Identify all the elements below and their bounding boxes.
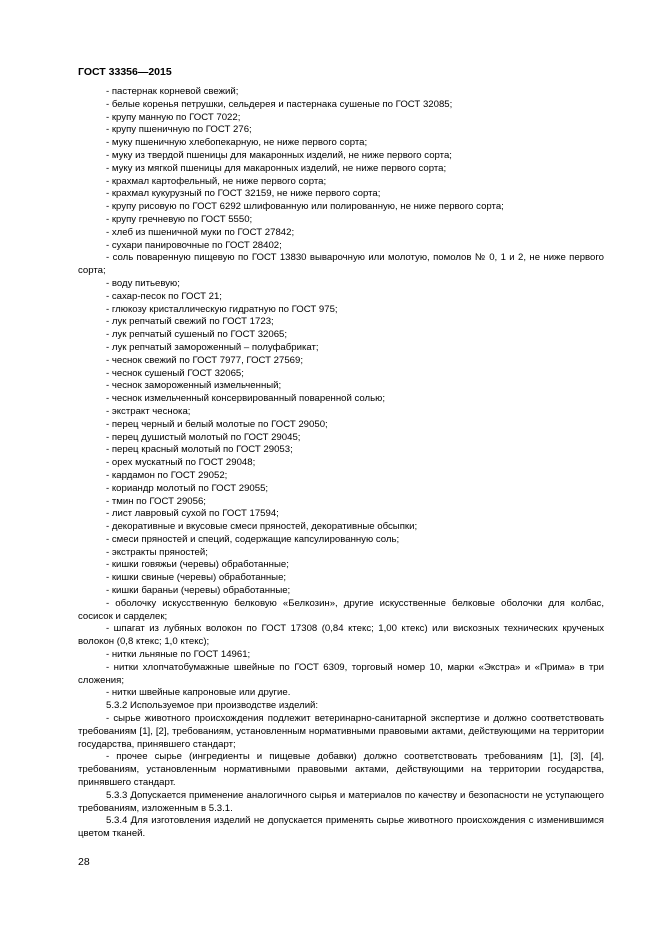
- list-item: - чеснок свежий по ГОСТ 7977, ГОСТ 27569;: [106, 354, 304, 366]
- list-item: - лист лавровый сухой по ГОСТ 17594;: [106, 508, 279, 520]
- list-item: - экстракт чеснока;: [106, 405, 191, 417]
- list-item: - тмин по ГОСТ 29056;: [106, 495, 206, 507]
- list-item: - крахмал кукурузный по ГОСТ 32159, не ниже первого сорта;: [106, 188, 381, 200]
- paragraph: - сырье животного происхождения подлежит ветеринарно-санитарной экспертизе и должно соответствовать требованиям [1], [2], требованиям, установленным нормативными правовыми актами, действующими на территории государства, принявшего стандарт;: [78, 713, 604, 750]
- list-item: - перец красный молотый по ГОСТ 29053;: [106, 444, 293, 456]
- list-item: - крупу манную по ГОСТ 7022;: [106, 111, 241, 123]
- list-item: - соль поваренную пищевую по ГОСТ 13830 выварочную или молотую, помолов № 0, 1 и 2, не ниже первого сорта;: [78, 252, 604, 277]
- document-header: ГОСТ 33356—2015: [78, 66, 172, 78]
- list-item: - пастернак корневой свежий;: [106, 86, 239, 97]
- list-item: - кишки свиные (черевы) обработанные;: [106, 572, 287, 584]
- list-item: - перец душистый молотый по ГОСТ 29045;: [106, 431, 301, 443]
- list-item: - декоративные и вкусовые смеси пряностей, декоративные обсыпки;: [106, 521, 418, 533]
- list-item: - глюкозу кристаллическую гидратную по ГОСТ 975;: [106, 303, 338, 315]
- list-item: - шпагат из лубяных волокон по ГОСТ 17308 (0,84 ктекс; 1,00 ктекс) или вискозных технических крученых волокон (0,8 ктекс; 1,0 ктекс);: [78, 623, 604, 648]
- list-item: - воду питьевую;: [106, 277, 180, 289]
- list-item: - белые коренья петрушки, сельдерея и пастернака сушеные по ГОСТ 32085;: [106, 98, 453, 110]
- list-item: - нитки льняные по ГОСТ 14961;: [106, 649, 251, 661]
- list-item: - чеснок замороженный измельченный;: [106, 380, 282, 392]
- list-item: - муку пшеничную хлебопекарную, не ниже первого сорта;: [106, 137, 368, 149]
- document-body: [78, 86, 604, 841]
- list-item: - чеснок сушеный ГОСТ 32065;: [106, 367, 244, 379]
- list-item: - крахмал картофельный, не ниже первого сорта;: [106, 175, 327, 187]
- list-item: - кардамон по ГОСТ 29052;: [106, 469, 228, 481]
- list-item: - перец черный и белый молотые по ГОСТ 29050;: [106, 418, 328, 430]
- list-item: - кориандр молотый по ГОСТ 29055;: [106, 482, 269, 494]
- list-item: - лук репчатый замороженный – полуфабрикат;: [106, 341, 319, 353]
- list-item: - экстракты пряностей;: [106, 546, 208, 558]
- list-item: - нитки хлопчатобумажные швейные по ГОСТ 6309, торговый номер 10, марки «Экстра» и «Прима» в три сложения;: [78, 661, 604, 686]
- list-item: - муку из мягкой пшеницы для макаронных изделий, не ниже первого сорта;: [106, 162, 447, 174]
- paragraph: 5.3.4 Для изготовления изделий не допускается применять сырье животного происхождения с изменившимся цветом тканей.: [78, 815, 604, 840]
- section-heading: 5.3.2 Используемое при производстве изделий:: [106, 700, 319, 712]
- paragraph: - прочее сырье (ингредиенты и пищевые добавки) должно соответствовать требованиям [1], [3], [4], требованиям, установленным нормативными правовыми актами, действующими на территории государства, принявшего стандарт.: [78, 751, 604, 789]
- list-item: - хлеб из пшеничной муки по ГОСТ 27842;: [106, 226, 295, 238]
- list-item: - крупу гречневую по ГОСТ 5550;: [106, 213, 253, 225]
- paragraph: 5.3.3 Допускается применение аналогичного сырья и материалов по качеству и безопасности не уступающего требованиям, изложенным в 5.3.1.: [78, 789, 604, 814]
- list-item: - сухари панировочные по ГОСТ 28402;: [106, 239, 282, 251]
- list-item: - орех мускатный по ГОСТ 29048;: [106, 457, 256, 469]
- list-item: - лук репчатый сушеный по ГОСТ 32065;: [106, 329, 288, 341]
- list-item: - сахар-песок по ГОСТ 21;: [106, 290, 222, 302]
- list-item: - смеси пряностей и специй, содержащие капсулированную соль;: [106, 533, 400, 545]
- list-item: - чеснок измельченный консервированный поваренной солью;: [106, 393, 386, 405]
- list-item: - крупу пшеничную по ГОСТ 276;: [106, 124, 252, 136]
- list-item: - кишки бараньи (черевы) обработанные;: [106, 585, 291, 597]
- page-number: 28: [78, 856, 90, 868]
- list-item: - кишки говяжьи (черевы) обработанные;: [106, 559, 289, 571]
- list-item: - оболочку искусственную белковую «Белкозин», другие искусственные белковые оболочки для колбас, сосисок и сарделек;: [78, 597, 604, 622]
- list-item: - крупу рисовую по ГОСТ 6292 шлифованную или полированную, не ниже первого сорта;: [106, 201, 504, 213]
- list-item: - лук репчатый свежий по ГОСТ 1723;: [106, 316, 274, 328]
- list-item: - муку из твердой пшеницы для макаронных изделий, не ниже первого сорта;: [106, 149, 452, 161]
- list-item: - нитки швейные капроновые или другие.: [106, 687, 291, 699]
